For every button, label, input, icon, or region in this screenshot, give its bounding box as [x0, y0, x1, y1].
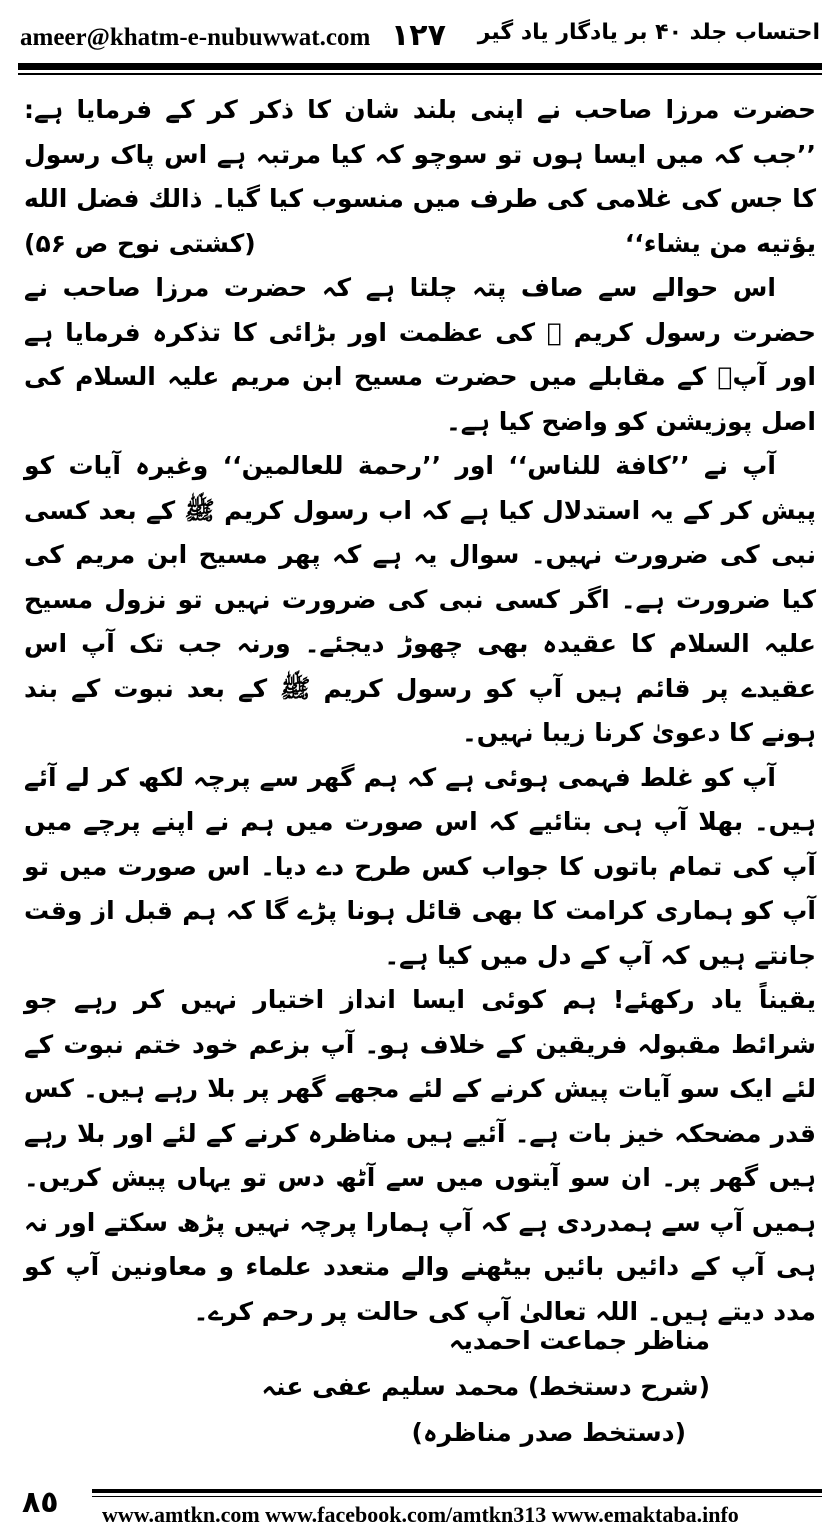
reference-citation: (کشتی نوح ص ۵۶)	[24, 228, 256, 258]
signature-line-2: (شرح دستخط) محمد سلیم عفی عنہ	[261, 1372, 710, 1401]
footer-rule-thin	[92, 1496, 822, 1497]
paragraph-5: یقیناً یاد رکھئے! ہم کوئی ایسا انداز اختیار نہیں کر رہے جو شرائط مقبولہ فریقین کے خلاف ہو۔ آپ بزعم خود ختم نبوت کے لئے ایک سو آیات پیش کرنے کے لئے مجھے گھر پر بلا رہے ہیں۔ کس قدر مضحکہ خیز بات ہے۔ آئیے ہیں مناظرہ کرنے کے لئے اور بلا رہے ہیں گھر پر۔ ان سو آیتوں میں سے آٹھ دس تو یہاں پیش کریں۔ ہمیں آپ سے ہمدردی ہے کہ آپ ہمارا پرچہ نہیں پڑھ سکتے اور نہ ہی آپ کے دائیں بائیں بیٹھنے والے متعدد علماء و معاونین آپ کو مدد دیتے ہیں۔ اللہ تعالیٰ آپ کی حالت پر رحم کرے۔	[24, 985, 816, 1326]
paragraph-1	[24, 88, 816, 266]
paragraph-4: آپ کو غلط فہمی ہوئی ہے کہ ہم گھر سے پرچہ لکھ کر لے آئے ہیں۔ بھلا آپ ہی بتائیے کہ اس صورت میں ہم نے اپنے پرچے میں آپ کی تمام باتوں کا جواب کس طرح دے دیا۔ اس صورت میں تو آپ کو ہماری کرامت کا بھی قائل ہونا پڑے گا کہ ہم قبل از وقت جانتے ہیں کہ آپ کے دل میں کیا ہے۔	[24, 762, 816, 970]
paragraph-1-text: حضرت مرزا صاحب نے اپنی بلند شان کا ذکر کر کے فرمایا ہے: ’’جب کہ میں ایسا ہوں تو سوچو کہ کیا مرتبہ ہے اس پاک رسول کا جس کی غلامی کی طرف میں منسوب کیا گیا۔ ذالك فضل الله يؤتيه من يشاء‘‘	[24, 95, 816, 258]
header-email: ameer@khatm-e-nubuwwat.com	[20, 24, 371, 51]
footer-rule-thick	[92, 1489, 822, 1493]
header-page-number: ١٢٧	[391, 18, 446, 53]
paragraph-2: اس حوالے سے صاف پتہ چلتا ہے کہ حضرت مرزا صاحب نے حضرت رسول کریم ﷺ کی عظمت اور بڑائی کا تذکرہ فرمایا ہے اور آپؐ کے مقابلے میں حضرت مسیح ابن مریم علیہ السلام کی اصل پوزیشن کو واضح کیا ہے۔	[24, 273, 816, 436]
signature-line-1: مناظر جماعت احمدیہ	[448, 1326, 710, 1355]
signature-block	[261, 1318, 710, 1456]
paragraph-3: آپ نے ’’كافة للناس‘‘ اور ’’رحمة للعالمين‘‘ وغیرہ آیات کو پیش کر کے یہ استدلال کیا ہے کہ اب رسول کریم ﷺ کے بعد کسی نبی کی ضرورت نہیں۔ سوال یہ ہے کہ پھر مسیح ابن مریم کی کیا ضرورت ہے۔ اگر کسی نبی کی ضرورت نہیں تو نزول مسیح علیہ السلام کا عقیدہ بھی چھوڑ دیجئے۔ ورنہ جب تک آپ اس عقیدے پر قائم ہیں آپ کو رسول کریم ﷺ کے بعد نبوت کے بند ہونے کا دعویٰ کرنا زیبا نہیں۔	[24, 451, 816, 747]
footer-links: www.amtkn.com www.facebook.com/amtkn313 www.emaktaba.info	[102, 1502, 739, 1527]
body-text	[24, 88, 816, 1334]
signature-line-3: (دستخط صدر مناظرہ)	[411, 1418, 686, 1447]
header-rule-thick	[18, 63, 822, 70]
running-title: احتساب جلد ۴۰ بر یادگار یاد گیر	[477, 20, 820, 45]
page-header	[18, 14, 822, 60]
page-footer	[18, 1487, 822, 1527]
footer-page-number: ٨٥	[22, 1485, 59, 1520]
header-rule-thin	[18, 73, 822, 75]
